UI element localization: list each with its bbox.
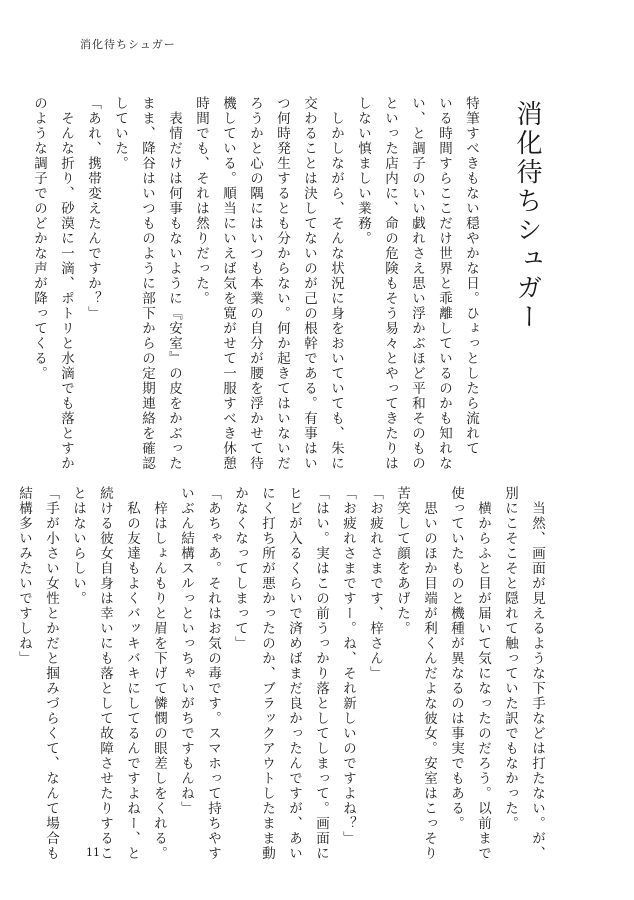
text-line: にく打ち所が悪かったのか、ブラックアウトしたまま動 xyxy=(259,486,275,861)
text-line: とはないらしい。 xyxy=(70,486,86,606)
text-line: 当然、画面が見えるような下手などは打たない。が、 xyxy=(529,486,545,861)
text-line: かなくなってしまって」 xyxy=(232,486,248,651)
text-line: といった店内に、命の危険もそう易々とやってきたりは xyxy=(382,96,398,471)
text-line: 続ける彼女自身は幸いにも落として故障させたりするこ xyxy=(97,486,113,861)
text-line: い、と調子のいい戯れさえ思い浮かぶほど平和そのもの xyxy=(409,96,425,471)
text-line: 機している。順当にいえば気を寛がせて一服すべき休憩 xyxy=(220,96,236,471)
text-line: 「お疲れさまですー。ね、それ新しいのですよね？」 xyxy=(340,486,356,846)
text-line: 結構多いみたいですしね」 xyxy=(16,486,32,666)
running-header: 消化待ちシュガー xyxy=(80,38,176,51)
text-line: しかしながら、そんな状況に身をおいていても、朱に xyxy=(328,96,344,471)
text-line: 「あれ、携帯変えたんですか？」 xyxy=(85,96,101,321)
text-line: 私の友達もよくバッキバキにしてるんですよねー、と xyxy=(124,486,140,861)
text-line: しない慎ましい業務。 xyxy=(355,96,371,246)
text-line: いる時間すらここだけ世界と乖離しているのかも知れな xyxy=(436,96,452,471)
page-number: 11 xyxy=(86,846,100,859)
text-line: 特筆すべきもない穏やかな日。ひょっとしたら流れて xyxy=(463,96,479,456)
text-line: のような調子でのどかな声が降ってくる。 xyxy=(31,96,47,381)
text-line: していた。 xyxy=(112,96,128,171)
text-line: そんな折り、砂漠に一滴、ポトリと水滴でも落とすか xyxy=(58,96,74,471)
text-line: 表情だけは何事もないように『安室』の皮をかぶった xyxy=(166,96,182,471)
text-line: 時間でも、それは然りだった。 xyxy=(193,96,209,306)
text-line: 思いのほか目端が利くんだよな彼女。安室はこっそり xyxy=(421,486,437,861)
text-line: 横からふと目が届いて気になったのだろう。以前まで xyxy=(475,486,491,861)
text-line: 交わることは決してないのが己の根幹である。有事はい xyxy=(301,96,317,471)
text-line: ヒビが入るくらいで済めばまだ良かったんですが、あい xyxy=(286,486,302,861)
text-line: つ何時発生するとも分からない。何か起きてはいないだ xyxy=(274,96,290,471)
text-line: 別にこそこそと隠れて触っていた訳でもなかった。 xyxy=(502,486,518,831)
text-line: 「手が小さい女性とかだと掴みづらくて、なんて場合も xyxy=(43,486,59,861)
body-text-upper xyxy=(25,96,484,471)
text-line: 「あちゃあ。それはお気の毒です。スマホって持ちやす xyxy=(205,486,221,861)
chapter-title: 消化待ちシュガー xyxy=(512,100,542,332)
text-line: 苦笑して顔をあげた。 xyxy=(394,486,410,636)
text-line: 使っていたものと機種が異なるのは事実でもある。 xyxy=(448,486,464,831)
text-line: 「お疲れさまです、梓さん」 xyxy=(367,486,383,681)
text-line: いぶん結構スルっといっちゃいがちですもんね」 xyxy=(178,486,194,816)
text-line: 梓はしょんもりと眉を下げて憐憫の眼差しをくれる。 xyxy=(151,486,167,861)
text-line: まま、降谷はいつものように部下からの定期連絡を確認 xyxy=(139,96,155,471)
text-line: ろうかと心の隅にはいつも本業の自分が腰を浮かせて待 xyxy=(247,96,263,471)
text-line: 「はい。実はこの前うっかり落としてしまって。画面に xyxy=(313,486,329,861)
